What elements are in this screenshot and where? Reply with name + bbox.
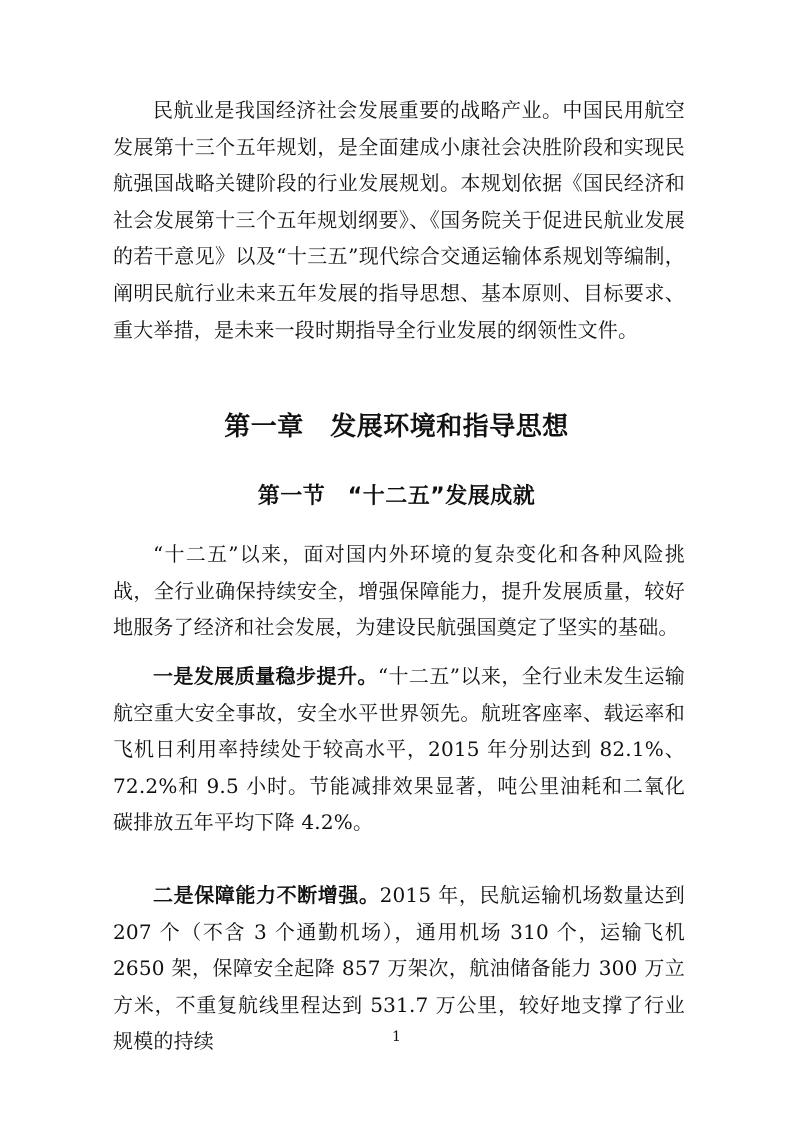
section-intro-paragraph: “十二五”以来，面对国内外环境的复杂变化和各种风险挑战，全行业确保持续安全，增强保障能力，提升发展质量，较好地服务了经济和社会发展，为建设民航强国奠定了坚实的基础。 — [113, 542, 685, 640]
paragraph-quality — [113, 658, 685, 841]
paragraph-body: “十二五”以来，全行业未发生运输航空重大安全事故，安全水平世界领先。航班客座率、载运率和飞机日利用率持续处于较高水平，2015 年分别达到 82.1%、72.2%和 9.5 小时。节能减排效果显著，吨公里油耗和二氧化碳排放五年平均下降 4.2%。 — [113, 664, 686, 835]
paragraph-lead: 二是保障能力不断增强。 — [153, 883, 380, 907]
chapter-title: 第一章 发展环境和指导思想 — [224, 412, 569, 442]
paragraph-body: 2015 年，民航运输机场数量达到 207 个（不含 3 个通勤机场），通用机场 310 个，运输飞机 2650 架，保障安全起降 857 万架次，航油储备能力 300 万立方米，不重复航线里程达到 531.7 万公里，较好地支撑了行业规模的持续 — [113, 883, 686, 1054]
intro-paragraph: 民航业是我国经济社会发展重要的战略产业。中国民用航空发展第十三个五年规划，是全面建成小康社会决胜阶段和实现民航强国战略关键阶段的行业发展规划。本规划依据《国民经济和社会发展第十三个五年规划纲要》、《国务院关于促进民航业发展的若干意见》以及“十三五”现代综合交通运输体系规划等编制，阐明民航行业未来五年发展的指导思想、基本原则、目标要求、重大举措，是未来一段时期指导全行业发展的纲领性文件。 — [113, 98, 685, 342]
page-number: 1 — [392, 1029, 401, 1045]
paragraph-lead: 一是发展质量稳步提升。 — [153, 664, 378, 688]
section-title: 第一节 “十二五”发展成就 — [257, 484, 536, 509]
